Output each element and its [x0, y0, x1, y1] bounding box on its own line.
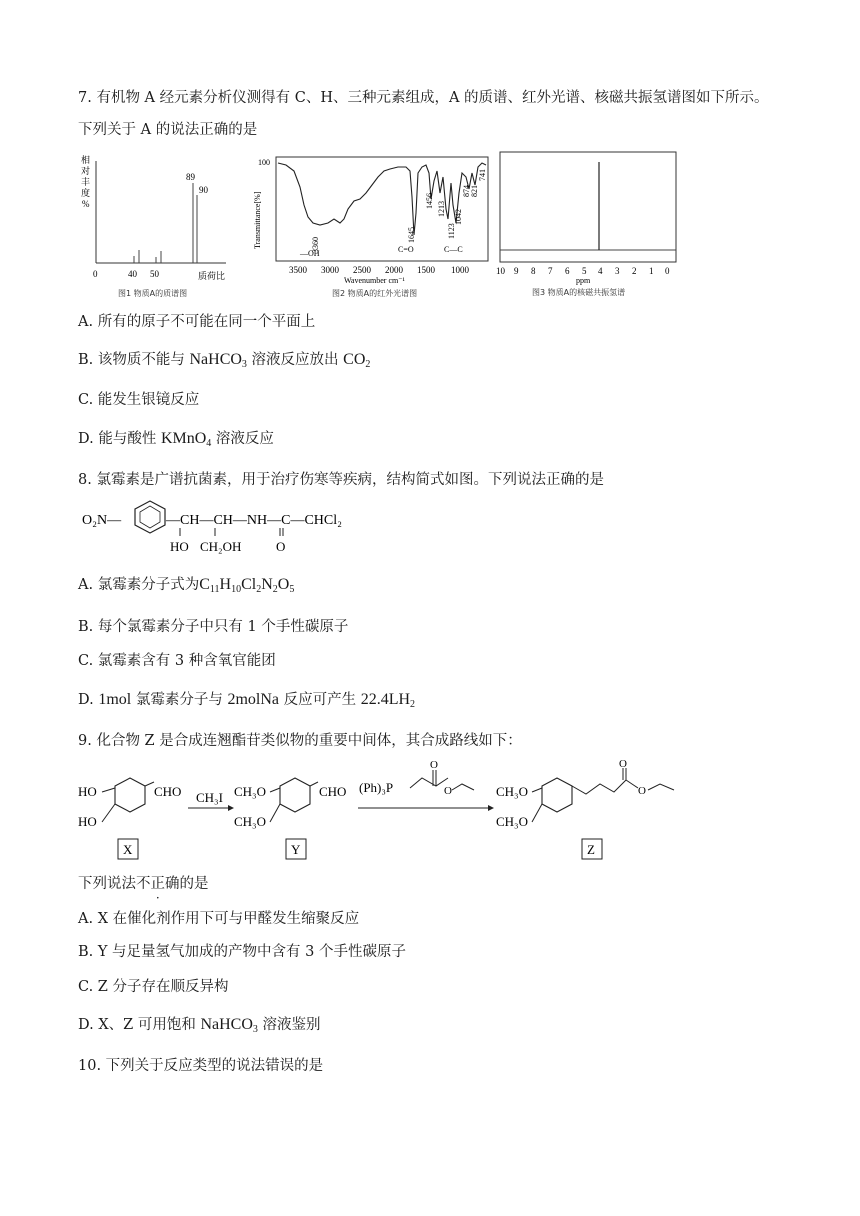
fig2-peak-label: 3360: [311, 237, 320, 253]
fig2-peak-label: 1042: [454, 209, 463, 225]
fig3-xtick: 10: [496, 266, 505, 276]
fig1-ylabel-char: 对: [81, 166, 91, 176]
q8-option-d: D. 1mol 氯霉素分子与 2molNa 反应可产生 $22.4LH_2$: [78, 691, 416, 710]
z-substituent: CH₃O: [496, 784, 528, 799]
mass-spectrum-figure: [76, 153, 244, 301]
fig2-peak-label: 1456: [425, 193, 434, 209]
fig1-peak-label: 90: [199, 185, 208, 195]
svg-text:O: O: [638, 785, 646, 797]
fig2-group-label: C=O: [398, 245, 414, 254]
fig2-xtick: 1000: [451, 265, 469, 275]
label-x: X: [123, 842, 133, 857]
q7-stem-line1: 7. 有机物 A 经元素分析仪测得有 C、H、三种元素组成，A 的质谱、红外光谱、核磁共振氢谱图如下所示。: [78, 90, 769, 106]
fig1-tick: 0: [93, 269, 98, 279]
nmr-spectrum-figure: [494, 150, 684, 300]
fig3-xtick: 8: [531, 266, 536, 276]
fig3-xtick: 7: [548, 266, 553, 276]
q9-option-a: A. X 在催化剂作用下可与甲醛发生缩聚反应: [78, 911, 360, 927]
fig2-xtick: 3500: [289, 265, 307, 275]
struct-hydroxy: HO: [170, 539, 189, 554]
fig3-xtick: 9: [514, 266, 519, 276]
q7-option-b: B. 该物质不能与 NaHCO$_3$ 溶液反应放出 $CO_2$: [78, 351, 371, 370]
fig2-peak-label: 1213: [437, 201, 446, 217]
svg-text:O: O: [444, 785, 452, 797]
fig1-ylabel-char: 丰: [81, 177, 91, 187]
fig3-xtick: 6: [565, 266, 570, 276]
q8-option-c: C. 氯霉素含有 3 种含氧官能团: [78, 653, 276, 669]
q10-stem: 10. 下列关于反应类型的说法错误的是: [78, 1058, 324, 1074]
fig1-xlabel: 质荷比: [198, 271, 226, 281]
fig2-xtick: 2500: [353, 265, 371, 275]
q9-stem: 9. 化合物 Z 是合成连翘酯苷类似物的重要中间体，其合成路线如下：: [78, 733, 522, 749]
q9-option-b: B. Y 与足量氢气加成的产物中含有 3 个手性碳原子: [78, 944, 406, 960]
fig2-peak-label: 1645: [407, 227, 416, 243]
fig3-xtick: 1: [649, 266, 654, 276]
label-y: Y: [291, 842, 301, 857]
x-substituent: HO: [78, 814, 97, 829]
fig2-group-label: C—C: [444, 245, 463, 254]
fig2-peak-label: 821: [470, 185, 479, 197]
fig2-peak-label: 741: [478, 169, 487, 181]
y-substituent: CH₃O: [234, 784, 266, 799]
y-substituent: CH₃O: [234, 814, 266, 829]
fig3-xlabel: ppm: [576, 276, 591, 285]
fig2-xtick: 2000: [385, 265, 403, 275]
chloramphenicol-structure: [80, 498, 370, 558]
fig1-peak-label: 89: [186, 172, 195, 182]
fig1-ylabel-char: %: [82, 199, 90, 209]
struct-nitro-group: O₂N—: [82, 513, 122, 528]
fig1-tick: 50: [150, 269, 159, 279]
fig1-ylabel-char: 相: [81, 155, 91, 165]
q9-question-intro: 下列说法不正确的是: [78, 876, 209, 892]
fig1-tick: 40: [128, 269, 137, 279]
fig3-xtick: 5: [582, 266, 587, 276]
q7-option-c: C. 能发生银镜反应: [78, 392, 200, 408]
struct-chain: —CH—CH—NH—C—CHCl₂: [166, 513, 343, 528]
x-aldehyde: CHO: [154, 784, 182, 799]
fig3-xtick: 4: [598, 266, 603, 276]
q7-option-d: D. 能与酸性 KMnO$_4$ 溶液反应: [78, 430, 274, 449]
q7-stem-line2: 下列关于 A 的说法正确的是: [78, 122, 258, 138]
fig2-xtick: 3000: [321, 265, 339, 275]
q7-option-a: A. 所有的原子不可能在同一个平面上: [78, 314, 316, 330]
ir-spectrum-figure: [248, 153, 494, 301]
label-z: Z: [587, 842, 595, 857]
struct-hydroxymethyl: CH₂OH: [200, 539, 242, 554]
fig2-caption: 图2 物质A的红外光谱图: [332, 289, 418, 298]
fig3-xtick: 3: [615, 266, 620, 276]
q9-option-c: C. Z 分子存在顺反异构: [78, 979, 229, 995]
reagent-ylide: (Ph)₃P: [359, 780, 394, 795]
fig2-group-label: —OH: [300, 249, 320, 258]
svg-text:O: O: [430, 759, 438, 771]
fig2-peak-label: 1123: [447, 223, 456, 239]
fig2-ylabel: Transmittance[%]: [253, 191, 262, 249]
fig1-caption: 图1 物质A的质谱图: [118, 289, 188, 298]
fig2-xlabel: Wavenumber cm⁻¹: [344, 276, 405, 285]
fig2-xtick: 1500: [417, 265, 435, 275]
svg-text:O: O: [619, 758, 627, 770]
fig3-xtick: 0: [665, 266, 670, 276]
fig3-caption: 图3 物质A的核磁共振氢谱: [532, 288, 626, 297]
q8-option-a: A. 氯霉素分子式为$C_{11}H_{10}Cl_2N_2O_5$: [78, 576, 295, 595]
fig2-ytick: 100: [258, 158, 270, 167]
synthesis-scheme: [78, 758, 698, 866]
fig1-ylabel-char: 度: [81, 188, 91, 198]
y-aldehyde: CHO: [319, 784, 347, 799]
struct-carbonyl-oxygen: O: [276, 539, 286, 554]
q9-option-d: D. X、Z 可用饱和 NaHCO$_3$ 溶液鉴别: [78, 1016, 321, 1035]
q8-option-b: B. 每个氯霉素分子中只有 1 个手性碳原子: [78, 619, 349, 635]
reagent-methyl-iodide: CH₃I: [196, 790, 223, 805]
x-substituent: HO: [78, 784, 97, 799]
q8-stem: 8. 氯霉素是广谱抗菌素，用于治疗伤寒等疾病，结构简式如图。下列说法正确的是: [78, 472, 604, 488]
fig3-xtick: 2: [632, 266, 637, 276]
fig2-peak-label: 874: [462, 185, 471, 197]
z-substituent: CH₃O: [496, 814, 528, 829]
